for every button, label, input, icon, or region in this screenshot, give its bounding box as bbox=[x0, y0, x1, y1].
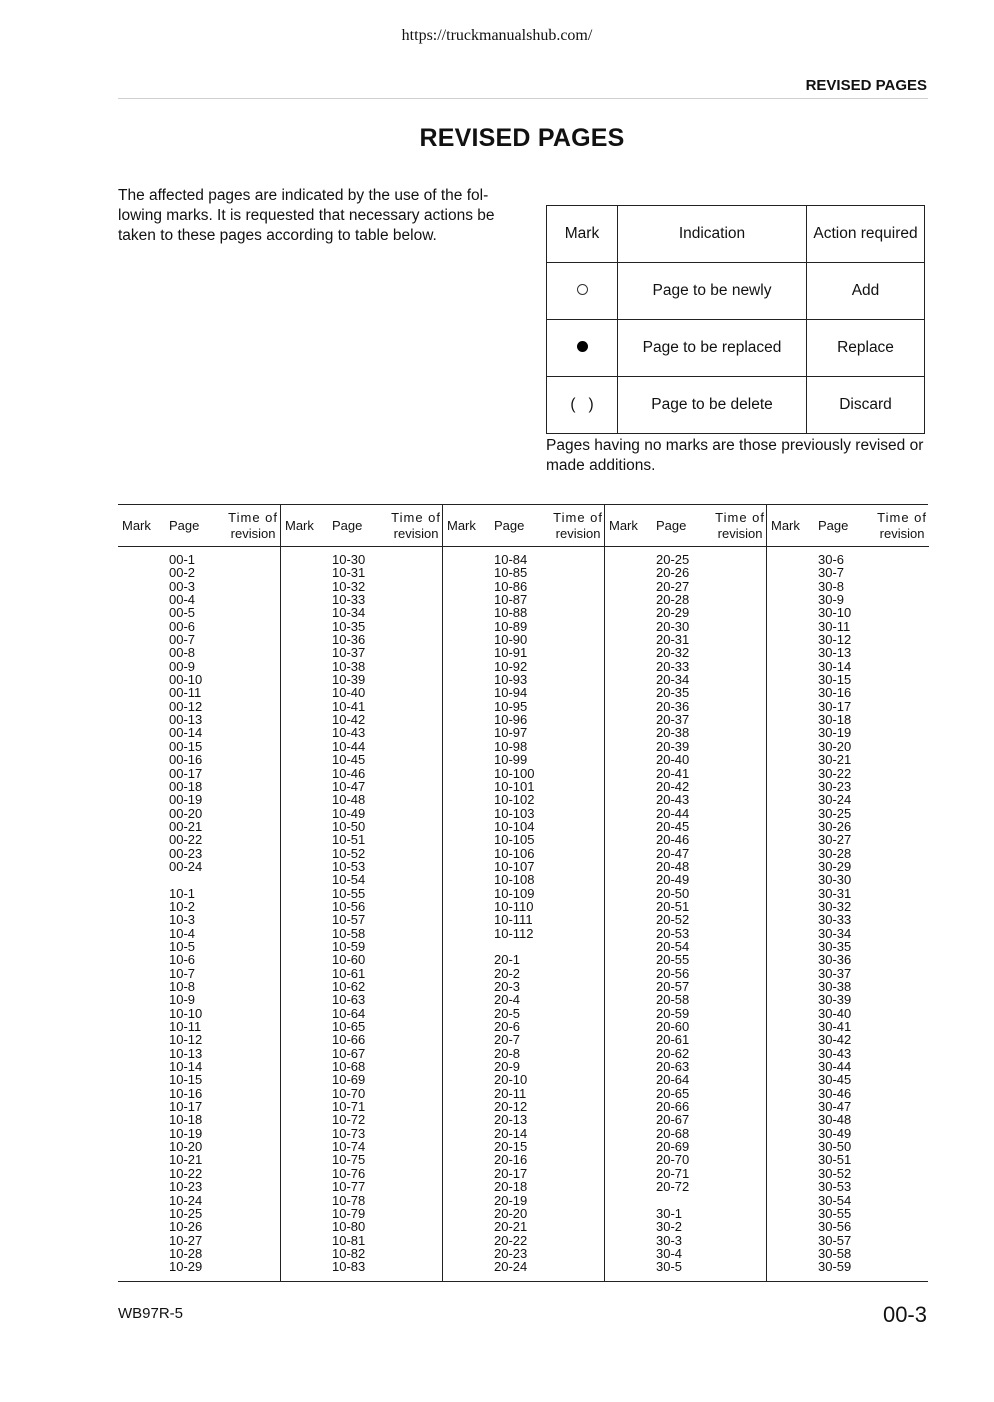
page-list: 00-1 00-2 00-3 00-4 00-5 00-6 00-7 00-8 00-9 00-10 00-11 00-12 00-13 00-14 00-15 00-16 00-17 00-18 00-19 00-20 00-21 00-22 00-23 00-24 10-1 10-2 10-3 10-4 10-5 10-6 10-7 10-8 10-9 10-10 10-11 10-12 10-13 10-14 10-15 10-16 10-17 10-18 10-19 10-20 10-21 10-22 10-23 10-24 10-25 10-26 10-27 10-28 10-29 bbox=[169, 552, 203, 1275]
header-divider bbox=[118, 98, 928, 99]
legend-table bbox=[546, 205, 925, 434]
footer-model: WB97R-5 bbox=[118, 1305, 184, 1322]
column-header-page: Page bbox=[494, 518, 525, 533]
page-title: REVISED PAGES bbox=[419, 124, 625, 152]
note-paragraph: Pages having no marks are those previously revised or made additions. bbox=[546, 437, 924, 474]
header-rule bbox=[767, 546, 929, 547]
column-header-page: Page bbox=[332, 518, 363, 533]
source-url[interactable]: https://truckmanualshub.com/ bbox=[401, 27, 593, 44]
legend-header-indication: Indication bbox=[618, 206, 807, 263]
legend-row bbox=[547, 377, 925, 434]
legend-action: Discard bbox=[807, 377, 925, 434]
legend-header-action: Action required bbox=[807, 206, 925, 263]
table-column-group bbox=[604, 505, 767, 1281]
footer-page-number: 00-3 bbox=[882, 1302, 927, 1327]
legend-action: Add bbox=[807, 263, 925, 320]
table-column-group bbox=[442, 505, 605, 1281]
column-header-page: Page bbox=[169, 518, 200, 533]
legend-header-row bbox=[547, 206, 925, 263]
column-header-mark: Mark bbox=[122, 518, 151, 533]
column-header-time-of-revision: Time of revision bbox=[553, 510, 603, 541]
page-list: 10-84 10-85 10-86 10-87 10-88 10-89 10-90 10-91 10-92 10-93 10-94 10-95 10-96 10-97 10-98 10-99 10-100 10-101 10-102 10-103 10-104 10-105 10-106 10-107 10-108 10-109 10-110 10-111 10-112 20-1 20-2 20-3 20-4 20-5 20-6 20-7 20-8 20-9 20-10 20-11 20-12 20-13 20-14 20-15 20-16 20-17 20-18 20-19 20-20 20-21 20-22 20-23 20-24 bbox=[494, 552, 535, 1275]
column-header-time-of-revision: Time of revision bbox=[391, 510, 441, 541]
revised-pages-table bbox=[118, 504, 928, 1282]
running-head: REVISED PAGES bbox=[805, 77, 927, 94]
page-list: 20-25 20-26 20-27 20-28 20-29 20-30 20-31 20-32 20-33 20-34 20-35 20-36 20-37 20-38 20-39 20-40 20-41 20-42 20-43 20-44 20-45 20-46 20-47 20-48 20-49 20-50 20-51 20-52 20-53 20-54 20-55 20-56 20-57 20-58 20-59 20-60 20-61 20-62 20-63 20-64 20-65 20-66 20-67 20-68 20-69 20-70 20-71 20-72 30-1 30-2 30-3 30-4 30-5 bbox=[656, 552, 690, 1275]
column-header-mark: Mark bbox=[285, 518, 314, 533]
header-rule bbox=[118, 546, 280, 547]
column-header-mark: Mark bbox=[447, 518, 476, 533]
column-header-time-of-revision: Time of revision bbox=[877, 510, 927, 541]
legend-header-mark: Mark bbox=[547, 206, 618, 263]
legend-indication: Page to be replaced bbox=[618, 320, 807, 377]
page-list: 10-30 10-31 10-32 10-33 10-34 10-35 10-36 10-37 10-38 10-39 10-40 10-41 10-42 10-43 10-44 10-45 10-46 10-47 10-48 10-49 10-50 10-51 10-52 10-53 10-54 10-55 10-56 10-57 10-58 10-59 10-60 10-61 10-62 10-63 10-64 10-65 10-66 10-67 10-68 10-69 10-70 10-71 10-72 10-73 10-74 10-75 10-76 10-77 10-78 10-79 10-80 10-81 10-82 10-83 bbox=[332, 552, 366, 1275]
column-header-page: Page bbox=[656, 518, 687, 533]
intro-paragraph: The affected pages are indicated by the use of the fol-lowing marks. It is requested that necessary actions be taken to these pages according to table below. bbox=[118, 187, 495, 244]
legend-mark-parentheses: ( ) bbox=[547, 377, 618, 434]
legend-indication: Page to be delete bbox=[618, 377, 807, 434]
filled-circle-icon bbox=[577, 341, 588, 352]
header-rule bbox=[605, 546, 767, 547]
table-column-group bbox=[280, 505, 443, 1281]
legend-mark-cell bbox=[547, 320, 618, 377]
column-header-time-of-revision: Time of revision bbox=[715, 510, 765, 541]
legend-mark-cell bbox=[547, 263, 618, 320]
legend-row bbox=[547, 320, 925, 377]
table-column-group bbox=[118, 505, 280, 1281]
column-header-mark: Mark bbox=[771, 518, 800, 533]
legend-indication: Page to be newly bbox=[618, 263, 807, 320]
column-header-time-of-revision: Time of revision bbox=[228, 510, 278, 541]
header-rule bbox=[443, 546, 605, 547]
open-circle-icon bbox=[577, 284, 588, 295]
column-header-page: Page bbox=[818, 518, 849, 533]
legend-row bbox=[547, 263, 925, 320]
page-list: 30-6 30-7 30-8 30-9 30-10 30-11 30-12 30-13 30-14 30-15 30-16 30-17 30-18 30-19 30-20 30-21 30-22 30-23 30-24 30-25 30-26 30-27 30-28 30-29 30-30 30-31 30-32 30-33 30-34 30-35 30-36 30-37 30-38 30-39 30-40 30-41 30-42 30-43 30-44 30-45 30-46 30-47 30-48 30-49 30-50 30-51 30-52 30-53 30-54 30-55 30-56 30-57 30-58 30-59 bbox=[818, 552, 852, 1275]
header-rule bbox=[281, 546, 443, 547]
legend-action: Replace bbox=[807, 320, 925, 377]
column-header-mark: Mark bbox=[609, 518, 638, 533]
table-column-group bbox=[766, 505, 929, 1281]
